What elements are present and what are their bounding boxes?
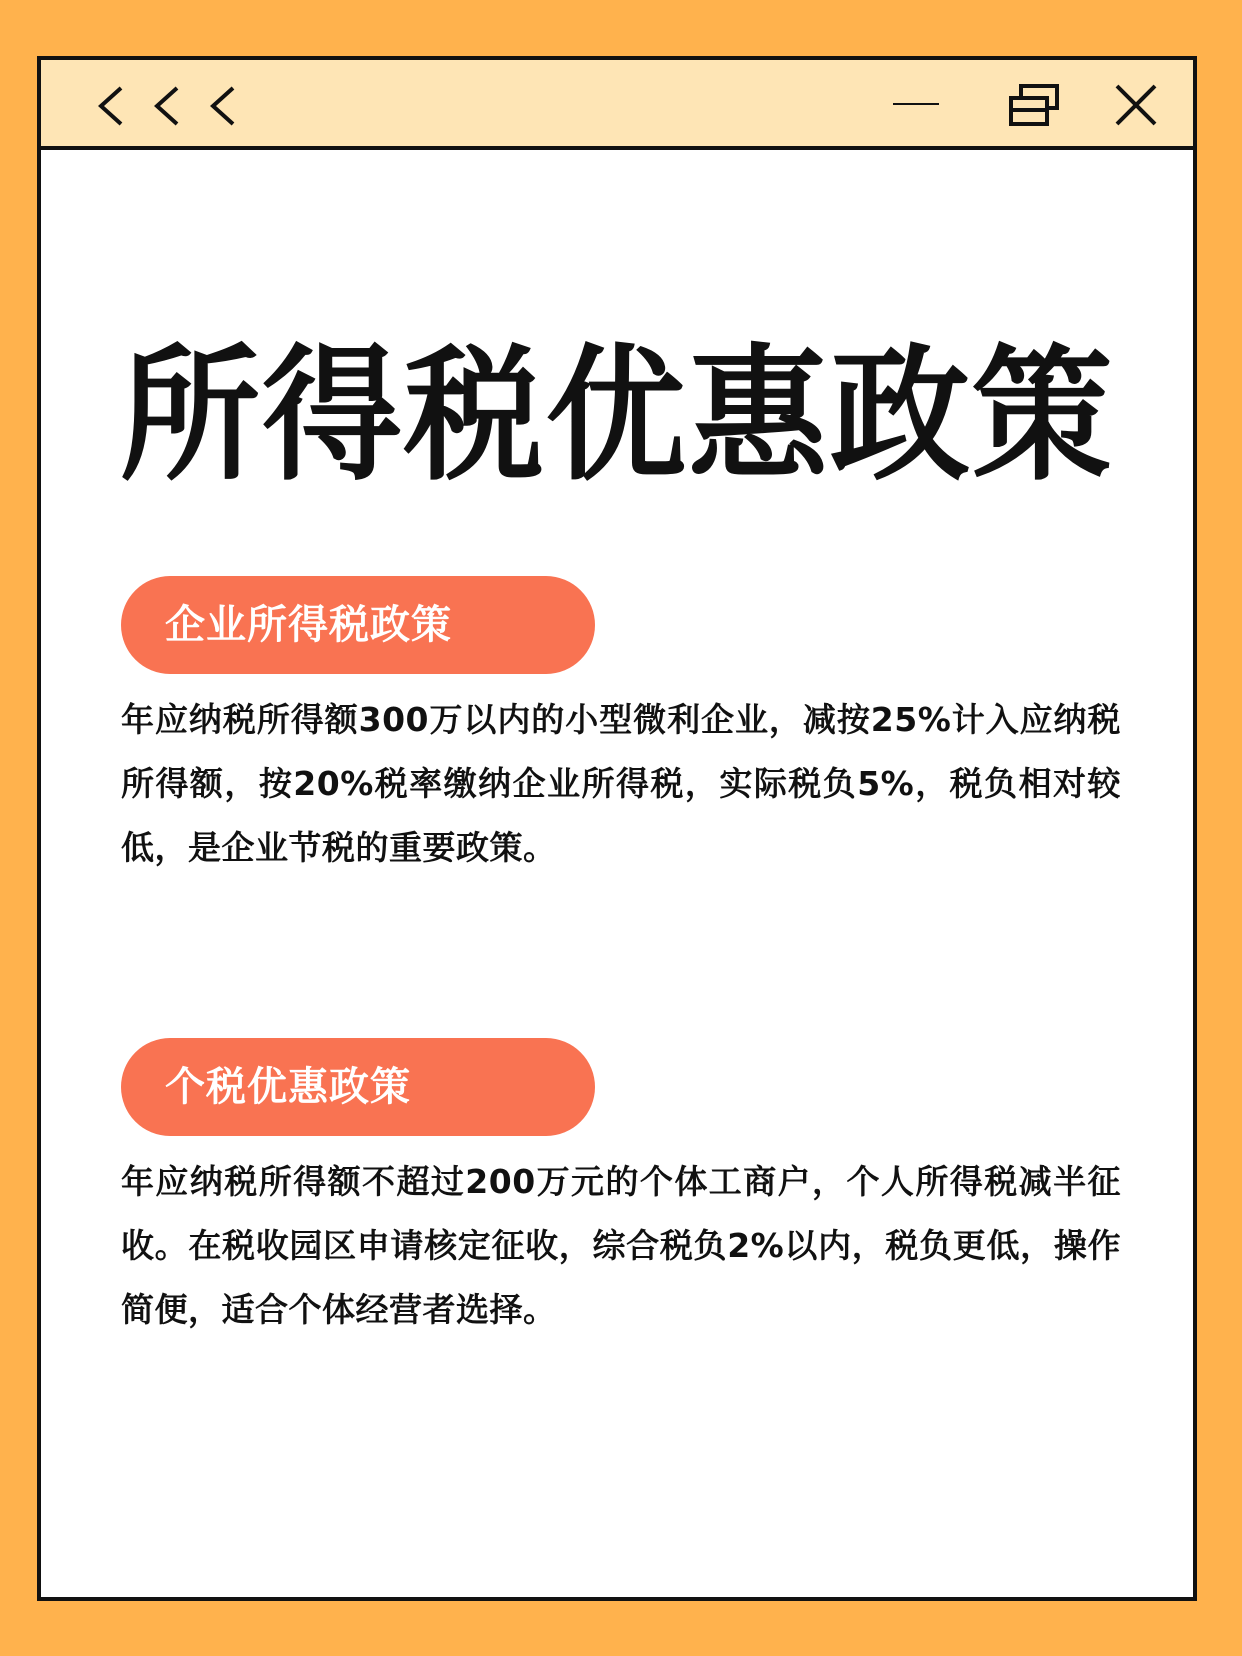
chevron-left-icon[interactable] bbox=[145, 84, 189, 128]
title-bar bbox=[41, 60, 1193, 150]
restore-icon[interactable] bbox=[1007, 80, 1063, 130]
close-icon[interactable] bbox=[1111, 80, 1161, 130]
section-body-individual-tax: 年应纳税所得额不超过200万元的个体工商户，个人所得税减半征收。在税收园区申请核定征收，综合税负2%以内，税负更低，操作简便，适合个体经营者选择。 bbox=[121, 1162, 1121, 1329]
back-navigation bbox=[89, 84, 239, 128]
section-badge-individual-tax bbox=[121, 1038, 595, 1136]
app-window bbox=[37, 56, 1197, 1601]
section-heading: 企业所得税政策 bbox=[165, 602, 452, 648]
page-title: 所得税优惠政策 bbox=[119, 331, 1114, 502]
chevron-left-icon[interactable] bbox=[89, 84, 133, 128]
section-badge-corporate-tax bbox=[121, 576, 595, 674]
section-body-corporate-tax: 年应纳税所得额300万以内的小型微利企业，减按25%计入应纳税所得额，按20%税率缴纳企业所得税，实际税负5%，税负相对较低，是企业节税的重要政策。 bbox=[121, 700, 1121, 867]
section-heading: 个税优惠政策 bbox=[165, 1064, 411, 1110]
minimize-icon[interactable] bbox=[891, 80, 941, 130]
chevron-left-icon[interactable] bbox=[201, 84, 245, 128]
